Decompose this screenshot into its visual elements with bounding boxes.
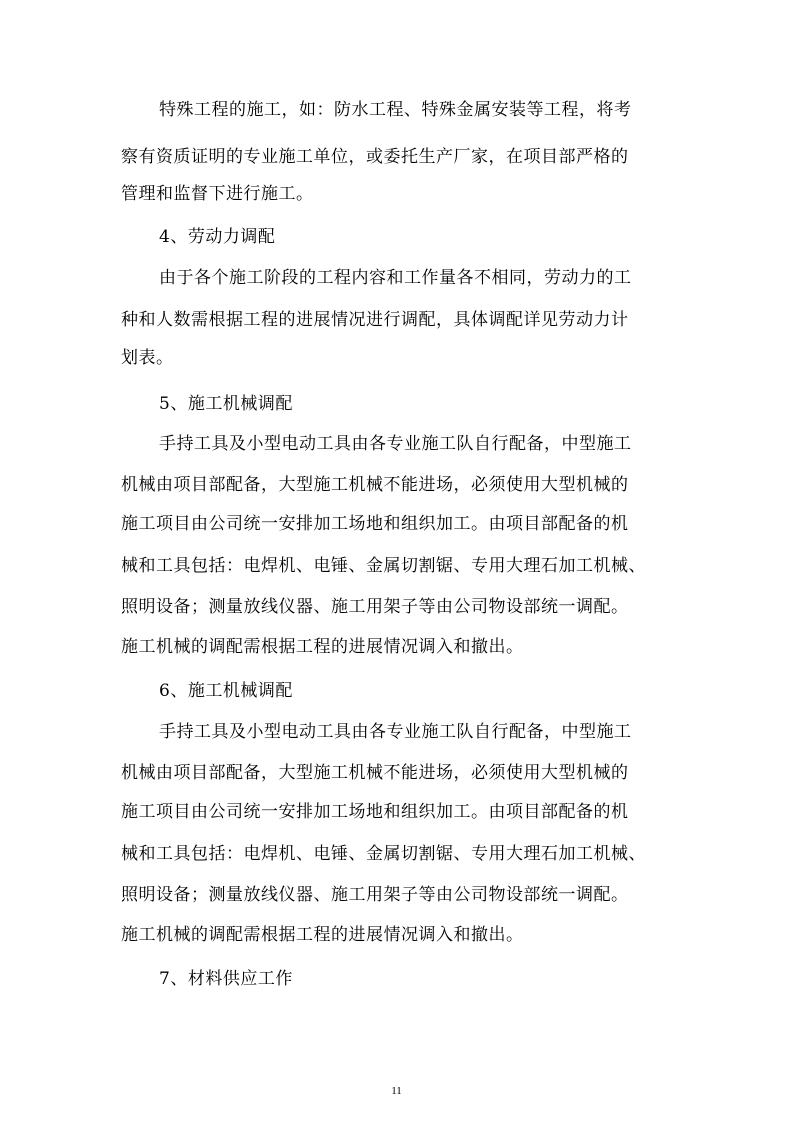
paragraph-line: 手持工具及小型电动工具由各专业施工队自行配备，中型施工 bbox=[159, 722, 632, 742]
section-heading: 6、施工机械调配 bbox=[159, 681, 293, 701]
section-heading: 7、材料供应工作 bbox=[159, 969, 293, 989]
paragraph-line: 施工项目由公司统一安排加工场地和组织加工。由项目部配备的机 bbox=[121, 514, 629, 534]
paragraph-line: 照明设备；测量放线仪器、施工用架子等由公司物设部统一调配。 bbox=[121, 885, 629, 905]
paragraph-line: 械和工具包括：电焊机、电锤、金属切割锯、专用大理石加工机械、 bbox=[121, 844, 646, 864]
paragraph-line: 管理和监督下进行施工。 bbox=[121, 184, 314, 204]
section-heading: 4、劳动力调配 bbox=[159, 227, 276, 247]
paragraph-line: 机械由项目部配备，大型施工机械不能进场，必须使用大型机械的 bbox=[121, 475, 629, 495]
paragraph-line: 划表。 bbox=[121, 348, 174, 368]
paragraph-line: 特殊工程的施工，如：防水工程、特殊金属安装等工程，将考 bbox=[159, 100, 632, 120]
paragraph-line: 施工机械的调配需根据工程的进展情况调入和撤出。 bbox=[121, 925, 524, 945]
paragraph-line: 手持工具及小型电动工具由各专业施工队自行配备，中型施工 bbox=[159, 434, 632, 454]
section-heading: 5、施工机械调配 bbox=[159, 394, 293, 414]
page-number: 11 bbox=[391, 1085, 402, 1097]
paragraph-line: 械和工具包括：电焊机、电锤、金属切割锯、专用大理石加工机械、 bbox=[121, 556, 646, 576]
paragraph-line: 察有资质证明的专业施工单位，或委托生产厂家，在项目部严格的 bbox=[121, 147, 629, 167]
paragraph-line: 施工机械的调配需根据工程的进展情况调入和撤出。 bbox=[121, 637, 524, 657]
paragraph-line: 由于各个施工阶段的工程内容和工作量各不相同，劳动力的工 bbox=[159, 268, 632, 288]
paragraph-line: 机械由项目部配备，大型施工机械不能进场，必须使用大型机械的 bbox=[121, 763, 629, 783]
paragraph-line: 施工项目由公司统一安排加工场地和组织加工。由项目部配备的机 bbox=[121, 802, 629, 822]
paragraph-line: 种和人数需根据工程的进展情况进行调配，具体调配详见劳动力计 bbox=[121, 310, 629, 330]
paragraph-line: 照明设备；测量放线仪器、施工用架子等由公司物设部统一调配。 bbox=[121, 597, 629, 617]
